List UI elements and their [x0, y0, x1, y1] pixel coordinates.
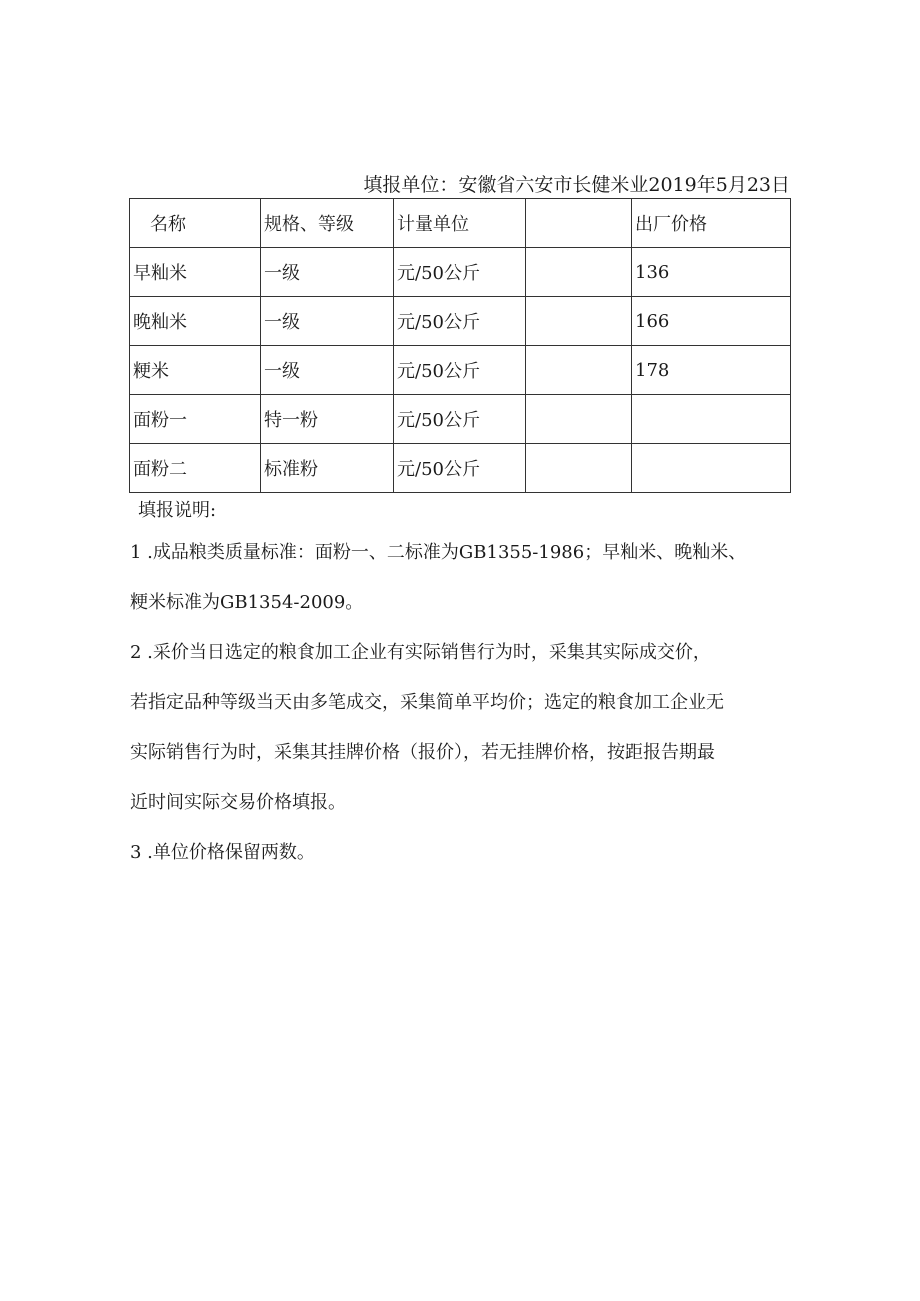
notes-section: [130, 498, 810, 878]
price-table: [129, 198, 791, 493]
note-line: 实际销售行为时，采集其挂牌价格（报价），若无挂牌价格，按距报告期最: [130, 742, 715, 763]
cell-name: 早籼米: [130, 248, 261, 297]
note-2: [130, 628, 810, 828]
table-row: [130, 395, 791, 444]
cell-unit: 元/50公斤: [394, 248, 526, 297]
cell-blank: [526, 395, 632, 444]
cell-spec: 标准粉: [261, 444, 394, 493]
note-line: 3 .单位价格保留两数。: [130, 842, 315, 863]
header-cell-unit: 计量单位: [394, 199, 526, 248]
cell-unit: 元/50公斤: [394, 444, 526, 493]
cell-price: [632, 444, 791, 493]
header-cell-blank: [526, 199, 632, 248]
cell-price: 136: [632, 248, 791, 297]
notes-title: 填报说明:: [138, 500, 217, 521]
report-header: 填报单位：安徽省六安市长健米业2019年5月23日: [363, 174, 790, 196]
table-row: [130, 297, 791, 346]
cell-name: 面粉一: [130, 395, 261, 444]
cell-price: [632, 395, 791, 444]
cell-unit: 元/50公斤: [394, 297, 526, 346]
header-cell-price: 出厂价格: [632, 199, 791, 248]
table-header-row: [130, 199, 791, 248]
cell-price: 166: [632, 297, 791, 346]
cell-spec: 一级: [261, 346, 394, 395]
cell-spec: 一级: [261, 248, 394, 297]
note-line: 近时间实际交易价格填报。: [130, 792, 346, 813]
cell-blank: [526, 444, 632, 493]
cell-spec: 特一粉: [261, 395, 394, 444]
cell-name: 晚籼米: [130, 297, 261, 346]
header-cell-spec: 规格、等级: [261, 199, 394, 248]
note-1: [130, 528, 810, 628]
note-3: [130, 828, 810, 878]
cell-price: 178: [632, 346, 791, 395]
cell-blank: [526, 346, 632, 395]
table-row: [130, 346, 791, 395]
cell-unit: 元/50公斤: [394, 395, 526, 444]
cell-name: 粳米: [130, 346, 261, 395]
note-line: 若指定品种等级当天由多笔成交，采集简单平均价；选定的粮食加工企业无: [130, 692, 724, 713]
cell-blank: [526, 297, 632, 346]
cell-spec: 一级: [261, 297, 394, 346]
table-row: [130, 444, 791, 493]
header-cell-name: 名称: [130, 199, 261, 248]
cell-name: 面粉二: [130, 444, 261, 493]
note-line: 1 .成品粮类质量标准：面粉一、二标准为GB1355-1986；早籼米、晚籼米、: [130, 542, 747, 563]
note-line: 2 .采价当日选定的粮食加工企业有实际销售行为时，采集其实际成交价，: [130, 642, 711, 663]
table-row: [130, 248, 791, 297]
note-line: 粳米标准为GB1354-2009。: [130, 592, 364, 613]
cell-unit: 元/50公斤: [394, 346, 526, 395]
cell-blank: [526, 248, 632, 297]
